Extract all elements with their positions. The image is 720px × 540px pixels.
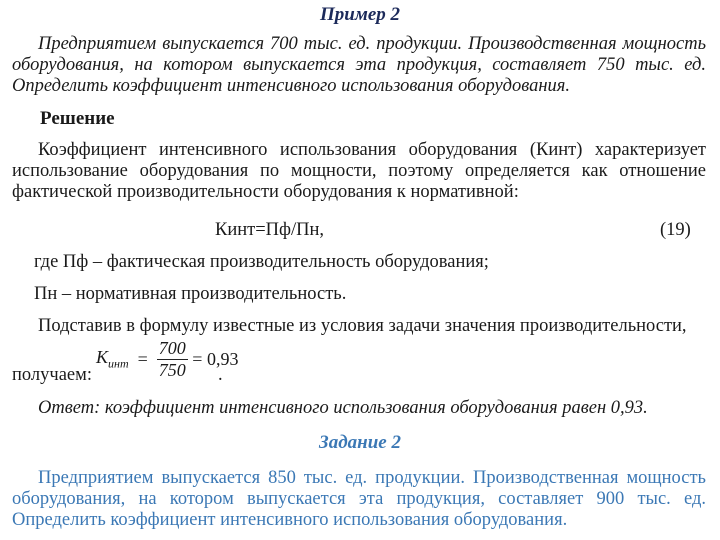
received-label: получаем: bbox=[12, 365, 92, 385]
task-text: Предприятием выпускается 850 тыс. ед. продукции. Производственная мощность оборудования, на котором выпускается эта продукция, составляет 900 тыс. ед. Определить коэффициент интенсивного использования оборудования. bbox=[12, 468, 706, 530]
calculation: $K_{инт}$ = $\frac{700}{750}$ = 0,93 bbox=[96, 338, 239, 380]
solution-intro-text: Коэффициент интенсивного использования оборудования (Кинт) характеризует использование оборудования по мощности, поэтому определяется как отношение фактической производительности оборудования к нормативной: bbox=[12, 140, 706, 202]
calc-end: . bbox=[218, 365, 223, 385]
answer-text: Ответ: коэффициент интенсивного использования оборудования равен 0,93. bbox=[38, 398, 648, 418]
calc-lhs-symbol: K bbox=[96, 347, 109, 368]
substitute-text: Подставив в формулу известные из условия задачи значения производительности, bbox=[38, 316, 687, 336]
calc-lhs bbox=[96, 347, 129, 371]
calc-result: = 0,93 bbox=[192, 349, 239, 369]
where-pf-text: где Пф – фактическая производительность оборудования; bbox=[34, 252, 489, 272]
formula-lhs: Кинт bbox=[215, 220, 256, 240]
calc-numerator: 700 bbox=[158, 338, 186, 358]
solution-heading: Решение bbox=[40, 108, 115, 129]
formula-rhs: =Пф/Пн, bbox=[255, 220, 325, 240]
calc-lhs-sub: инт bbox=[108, 356, 129, 371]
example-problem-text: Предприятием выпускается 700 тыс. ед. продукции. Производственная мощность оборудования, на котором выпускается эта продукция, составляет 750 тыс. ед. Определить коэффициент интенсивного использования оборудования. bbox=[12, 34, 706, 96]
task-heading: Задание 2 bbox=[319, 432, 401, 453]
calc-denominator: 750 bbox=[158, 360, 186, 380]
example-heading: Пример 2 bbox=[319, 4, 401, 25]
calc-fraction bbox=[157, 338, 188, 381]
formula-number: (19) bbox=[660, 220, 691, 240]
formula bbox=[215, 220, 324, 241]
where-pn-text: Пн – нормативная производительность. bbox=[34, 284, 347, 304]
